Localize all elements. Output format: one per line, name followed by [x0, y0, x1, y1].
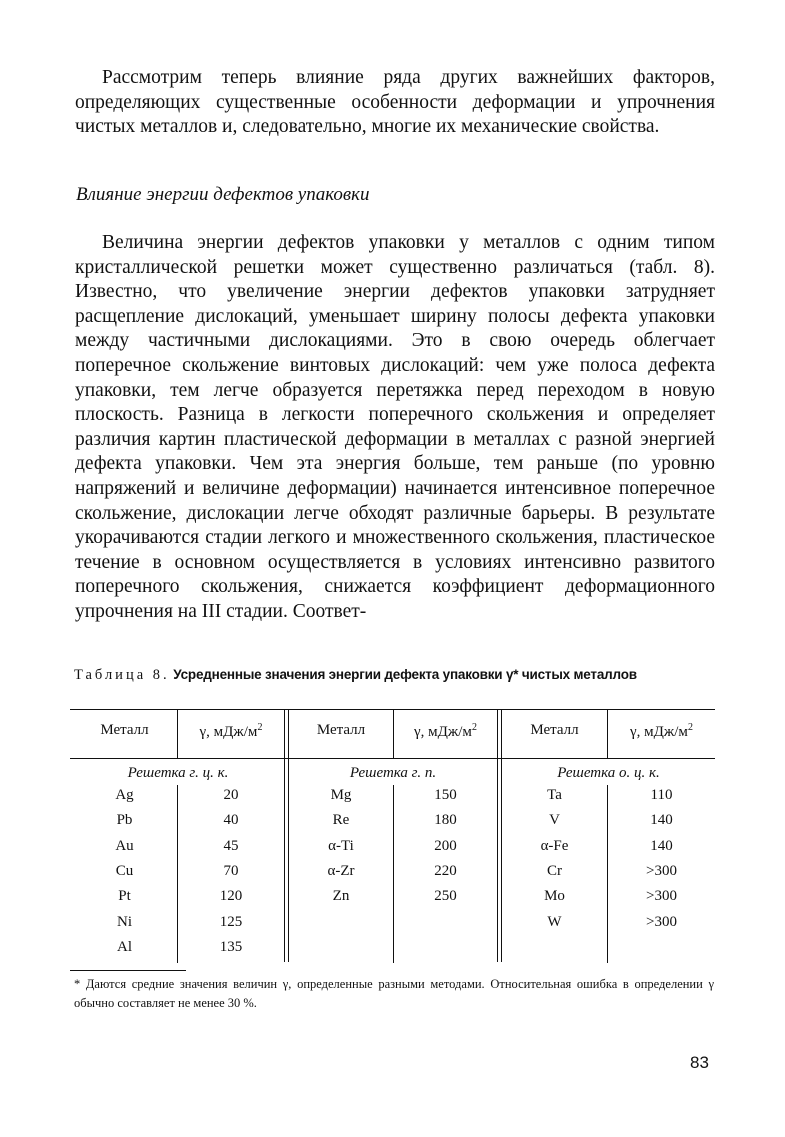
footnote-rule — [70, 970, 186, 971]
cell-gamma-value: >300 — [646, 888, 677, 905]
header-metal: Металл — [100, 722, 149, 738]
table-header-rule — [70, 758, 715, 759]
lattice-group-label: Решетка г. ц. к. — [127, 765, 229, 781]
cell-metal: α-Ti — [328, 837, 354, 854]
cell-metal: Pb — [116, 812, 133, 829]
cell-metal: α-Zr — [327, 862, 355, 879]
cell-metal: Au — [115, 837, 134, 854]
header-gamma — [178, 722, 284, 741]
cell-metal: Mg — [330, 787, 352, 803]
header-gamma-text: γ, мДж/м — [414, 724, 472, 740]
group-divider — [284, 710, 289, 962]
cell-gamma-value: 40 — [223, 812, 239, 829]
cell-metal: Ni — [117, 913, 132, 930]
cell-gamma-value: >300 — [646, 913, 677, 930]
cell-metal: Re — [332, 812, 350, 829]
cell-gamma-value: >300 — [646, 862, 677, 879]
header-gamma-sup: 2 — [471, 722, 477, 733]
table-footnote: * Даются средние значения величин γ, определенные разными методами. Относительная ошибка в определении γ обычно составляет не менее 30 %. — [74, 977, 714, 1010]
cell-gamma-value: 250 — [434, 888, 457, 905]
header-gamma-text: γ, мДж/м — [199, 724, 258, 740]
cell-gamma-value: 200 — [434, 837, 457, 854]
cell-metal: Ta — [547, 787, 562, 803]
cell-metal: Zn — [332, 888, 350, 905]
cell-metal: Mo — [544, 888, 565, 905]
cell-gamma-value: 125 — [219, 913, 243, 930]
cell-gamma-value: 70 — [223, 862, 239, 879]
cell-metal: Ag — [115, 787, 134, 803]
paragraph-intro — [75, 66, 715, 140]
paragraph-intro-text: Рассмотрим теперь влияние ряда других важнейших факторов, определяющих существенные особенности деформации и упрочнения чистых металлов и, следовательно, многие их механические свойства. — [75, 67, 715, 138]
header-gamma — [608, 722, 715, 741]
table-label: Таблица 8. — [74, 667, 170, 683]
lattice-group-label: Решетка г. п. — [349, 765, 437, 781]
header-metal: Металл — [316, 722, 366, 738]
cell-gamma-value: 140 — [650, 837, 673, 854]
cell-gamma-value: 20 — [223, 787, 239, 803]
cell-gamma-value: 135 — [219, 938, 243, 955]
header-gamma-sup: 2 — [687, 722, 693, 733]
page-number: 83 — [690, 1053, 709, 1072]
table-caption — [74, 667, 637, 684]
cell-gamma-value: 220 — [434, 862, 457, 879]
header-gamma-text: γ, мДж/м — [630, 724, 688, 740]
header-gamma — [394, 722, 497, 741]
header-metal: Металл — [530, 722, 579, 738]
paragraph-body — [75, 231, 715, 625]
cell-metal: W — [547, 913, 562, 930]
cell-metal: Al — [117, 938, 132, 955]
paragraph-body-text: Величина энергии дефектов упаковки у металлов с одним типом кристаллической решетки может существенно различаться (табл. 8). Известно, что увеличение энергии дефектов упаковки затрудняет расщепление дислокаций, уменьшает ширину полосы дефекта упаковки между частичными дислокациями. Это в свою очередь облегчает поперечное скольжение винтовых дислокаций: чем уже полоса дефекта упаковки, тем легче образуется перетяжка перед переходом в новую плоскость. Разница в легкости поперечного скольжения и определяет различия картин пластической деформации в металлах с разной энергией дефекта упаковки. Чем эта энергия больше, тем раньше (по уровню напряжений и величине деформации) начинается интенсивное поперечное скольжение, дислокации легче обходят различные барьеры. В результате укорачиваются стадии легкого и множественного скольжения, пластическое течение в основном осуществляется в условиях интенсивно развитого поперечного скольжения, снижается коэффициент деформационного упрочнения на III стадии. Соответ- — [75, 232, 715, 622]
cell-gamma-value: 150 — [434, 787, 457, 803]
cell-metal: Cu — [115, 862, 134, 879]
cell-gamma-value: 180 — [434, 812, 457, 829]
cell-gamma-value: 110 — [650, 787, 673, 803]
cell-gamma-value: 120 — [219, 888, 243, 905]
cell-metal: Cr — [547, 862, 562, 879]
cell-metal: α-Fe — [540, 837, 569, 854]
cell-gamma-value: 45 — [223, 837, 239, 854]
section-heading: Влияние энергии дефектов упаковки — [76, 184, 370, 205]
header-gamma-sup: 2 — [257, 722, 263, 733]
cell-metal: V — [549, 812, 560, 829]
table-title: Усредненные значения энергии дефекта упаковки γ* чистых металлов — [173, 667, 637, 682]
cell-metal: Pt — [118, 888, 131, 905]
lattice-group-label: Решетка о. ц. к. — [557, 765, 660, 781]
cell-gamma-value: 140 — [650, 812, 673, 829]
